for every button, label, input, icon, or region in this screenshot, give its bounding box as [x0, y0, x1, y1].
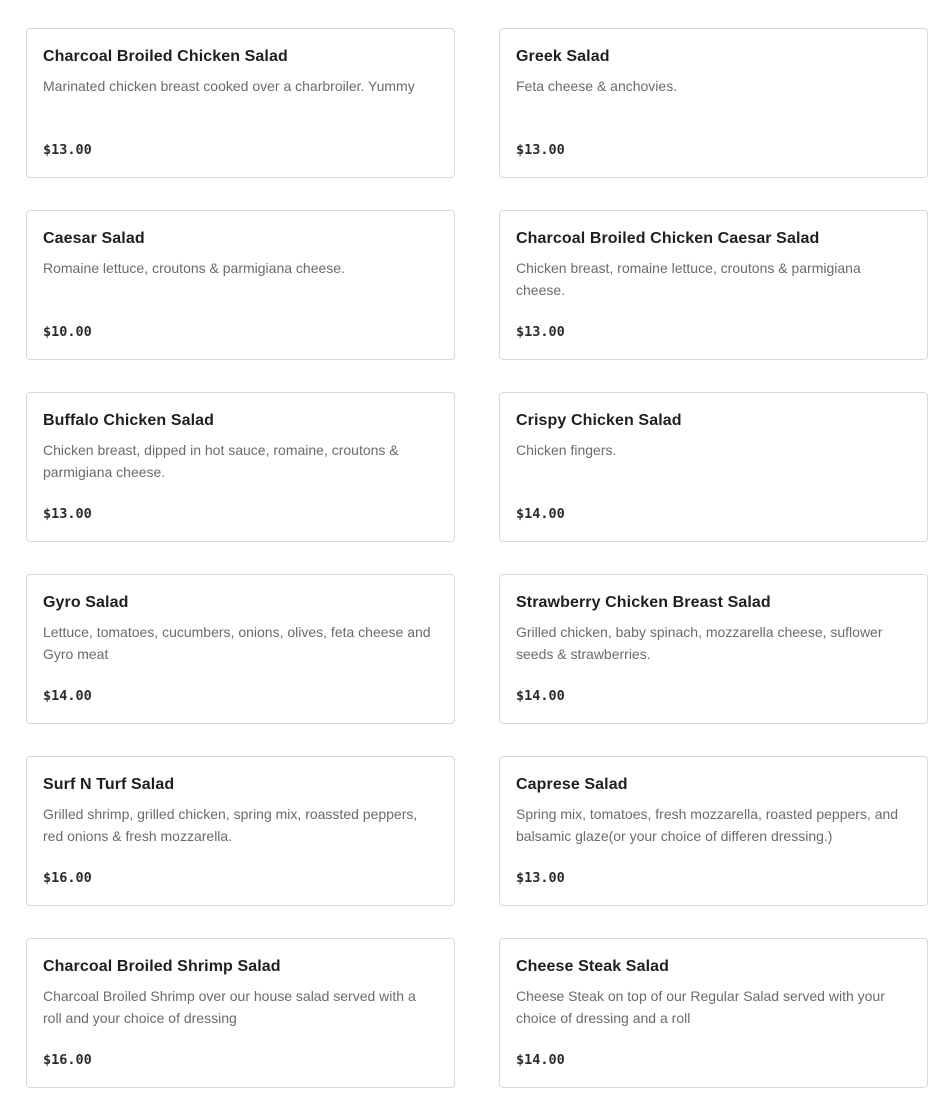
- menu-item-card[interactable]: [499, 392, 928, 542]
- menu-item-description: Chicken breast, romaine lettuce, croutons & parmigiana cheese.: [516, 260, 861, 298]
- menu-item-name: Surf N Turf Salad: [43, 776, 175, 793]
- menu-item-price: $14.00: [516, 506, 565, 522]
- menu-item-description: Cheese Steak on top of our Regular Salad served with your choice of dressing and a roll: [516, 988, 885, 1026]
- menu-item-description: Grilled chicken, baby spinach, mozzarella cheese, suflower seeds & strawberries.: [516, 624, 883, 662]
- menu-item-price: $16.00: [43, 1052, 92, 1068]
- menu-item-name: Caprese Salad: [516, 776, 628, 793]
- menu-item-card[interactable]: [26, 210, 455, 360]
- menu-item-name: Charcoal Broiled Chicken Salad: [43, 48, 288, 65]
- menu-item-name: Strawberry Chicken Breast Salad: [516, 594, 771, 611]
- menu-item-card[interactable]: [499, 210, 928, 360]
- menu-item-description: Charcoal Broiled Shrimp over our house salad served with a roll and your choice of dressing: [43, 988, 416, 1026]
- menu-item-price: $13.00: [516, 142, 565, 158]
- menu-item-price: $14.00: [43, 688, 92, 704]
- menu-item-price: $13.00: [516, 324, 565, 340]
- menu-item-name: Cheese Steak Salad: [516, 958, 669, 975]
- menu-item-price: $10.00: [43, 324, 92, 340]
- menu-item-card[interactable]: [499, 756, 928, 906]
- menu-item-card[interactable]: [26, 392, 455, 542]
- menu-item-description: Lettuce, tomatoes, cucumbers, onions, olives, feta cheese and Gyro meat: [43, 624, 431, 662]
- menu-item-name: Gyro Salad: [43, 594, 129, 611]
- menu-item-card[interactable]: [26, 756, 455, 906]
- menu-item-description: Spring mix, tomatoes, fresh mozzarella, roasted peppers, and balsamic glaze(or your choice of differen dressing.): [516, 806, 899, 844]
- menu-item-description: Grilled shrimp, grilled chicken, spring mix, roassted peppers, red onions & fresh mozzarella.: [43, 806, 418, 844]
- menu-item-name: Charcoal Broiled Chicken Caesar Salad: [516, 230, 820, 247]
- menu-item-description: Marinated chicken breast cooked over a charbroiler. Yummy: [43, 78, 415, 94]
- menu-item-card[interactable]: [499, 28, 928, 178]
- menu-item-name: Crispy Chicken Salad: [516, 412, 682, 429]
- menu-item-price: $13.00: [516, 870, 565, 886]
- menu-item-price: $13.00: [43, 506, 92, 522]
- menu-item-price: $13.00: [43, 142, 92, 158]
- menu-item-card[interactable]: [499, 574, 928, 724]
- menu-item-card[interactable]: [26, 28, 455, 178]
- menu-item-card[interactable]: [499, 938, 928, 1088]
- menu-item-description: Chicken breast, dipped in hot sauce, romaine, croutons & parmigiana cheese.: [43, 442, 399, 480]
- menu-item-description: Romaine lettuce, croutons & parmigiana cheese.: [43, 260, 345, 276]
- menu-item-description: Feta cheese & anchovies.: [516, 78, 678, 94]
- menu-item-price: $14.00: [516, 688, 565, 704]
- menu-item-name: Buffalo Chicken Salad: [43, 412, 215, 429]
- menu-item-price: $16.00: [43, 870, 92, 886]
- menu-item-name: Charcoal Broiled Shrimp Salad: [43, 958, 281, 975]
- menu-item-price: $14.00: [516, 1052, 565, 1068]
- menu-item-card[interactable]: [26, 574, 455, 724]
- menu-item-name: Caesar Salad: [43, 230, 145, 247]
- menu-item-name: Greek Salad: [516, 48, 610, 65]
- menu-item-card[interactable]: [26, 938, 455, 1088]
- menu-item-description: Chicken fingers.: [516, 442, 617, 458]
